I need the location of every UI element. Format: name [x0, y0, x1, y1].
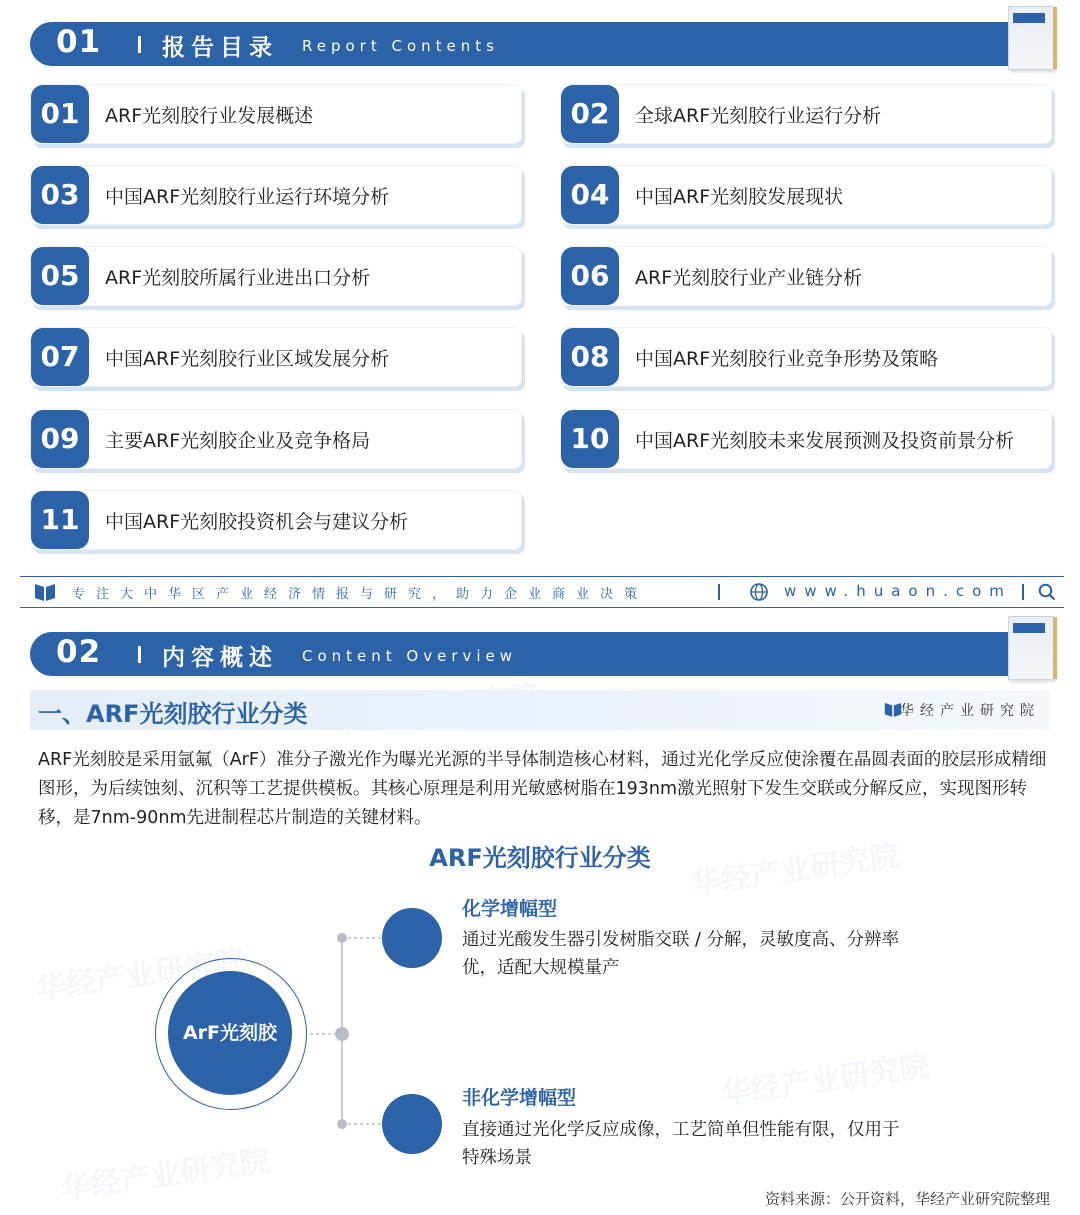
toc-number: 01 [31, 85, 89, 143]
watermark: 华经产业研究院 [34, 943, 247, 1008]
toc-label: ARF光刻胶所属行业进出口分析 [105, 267, 371, 289]
diagram-title: ARF光刻胶行业分类 [429, 844, 651, 872]
section-title: 报告目录 [162, 35, 278, 61]
toc-label: 中国ARF光刻胶行业竞争形势及策略 [635, 348, 939, 370]
toc-number: 06 [561, 247, 619, 305]
toc-label: 中国ARF光刻胶发展现状 [635, 186, 844, 208]
toc-label: ARF光刻胶行业产业链分析 [635, 267, 863, 289]
section-subtitle: Report Contents [302, 37, 499, 55]
toc-label: 中国ARF光刻胶行业运行环境分析 [105, 186, 390, 208]
toc-label: 中国ARF光刻胶未来发展预测及投资前景分析 [635, 430, 1015, 452]
node-title: 非化学增幅型 [462, 1087, 577, 1109]
toc-label: 中国ARF光刻胶行业区域发展分析 [105, 348, 390, 370]
website-link[interactable]: www.huaon.com [784, 582, 1012, 600]
toc-number: 05 [31, 247, 89, 305]
node-circle-2 [382, 1094, 442, 1154]
toc-number: 07 [31, 328, 89, 386]
content-subtitle: 一、ARF光刻胶行业分类 [38, 700, 308, 728]
toc-label: 全球ARF光刻胶行业运行分析 [635, 105, 882, 127]
watermark: 华经产业研究院 [719, 1048, 932, 1113]
watermark: 华经产业研究院 [59, 1143, 272, 1208]
node-description: 直接通过光化学反应成像，工艺简单但性能有限，仅用于特殊场景 [462, 1120, 900, 1168]
toc-number: 03 [31, 166, 89, 224]
node-circle-1 [382, 908, 442, 968]
toc-number: 02 [561, 85, 619, 143]
source-note: 资料来源：公开资料，华经产业研究院整理 [764, 1190, 1050, 1208]
toc-label: ARF光刻胶行业发展概述 [105, 105, 314, 127]
section-title: 内容概述 [162, 645, 278, 671]
toc-number: 10 [561, 410, 619, 468]
section-number: 01 [56, 24, 102, 60]
toc-number: 08 [561, 328, 619, 386]
node-title: 化学增幅型 [462, 898, 558, 920]
toc-label: 主要ARF光刻胶企业及竞争格局 [105, 430, 371, 452]
node-description: 通过光酸发生器引发树脂交联 / 分解，灵敏度高、分辨率优，适配大规模量产 [462, 930, 900, 978]
toc-number: 11 [31, 491, 89, 549]
center-node: ArF光刻胶 [168, 971, 292, 1095]
watermark: 华经产业研究院 [689, 838, 902, 903]
brand-name: 华经产业研究院 [900, 703, 1040, 719]
toc-number: 04 [561, 166, 619, 224]
toc-label: 中国ARF光刻胶投资机会与建议分析 [105, 511, 409, 533]
intro-paragraph: ARF光刻胶是采用氩氟（ArF）准分子激光作为曝光光源的半导体制造核心材料，通过光化学反应使涂覆在晶圆表面的胶层形成精细图形，为后续蚀刻、沉积等工艺提供模板。其核心原理是利用光敏感树脂在193nm激光照射下发生交联或分解反应，实现图形转移，是7nm-90nm先进制程芯片制造的关键材料。 [38, 750, 1047, 828]
section-number: 02 [56, 634, 102, 670]
toc-number: 09 [31, 410, 89, 468]
slogan-text: 专注大中华区产业经济情报与研究，助力企业商业决策 [72, 587, 649, 602]
section-subtitle: Content Overview [302, 647, 518, 665]
